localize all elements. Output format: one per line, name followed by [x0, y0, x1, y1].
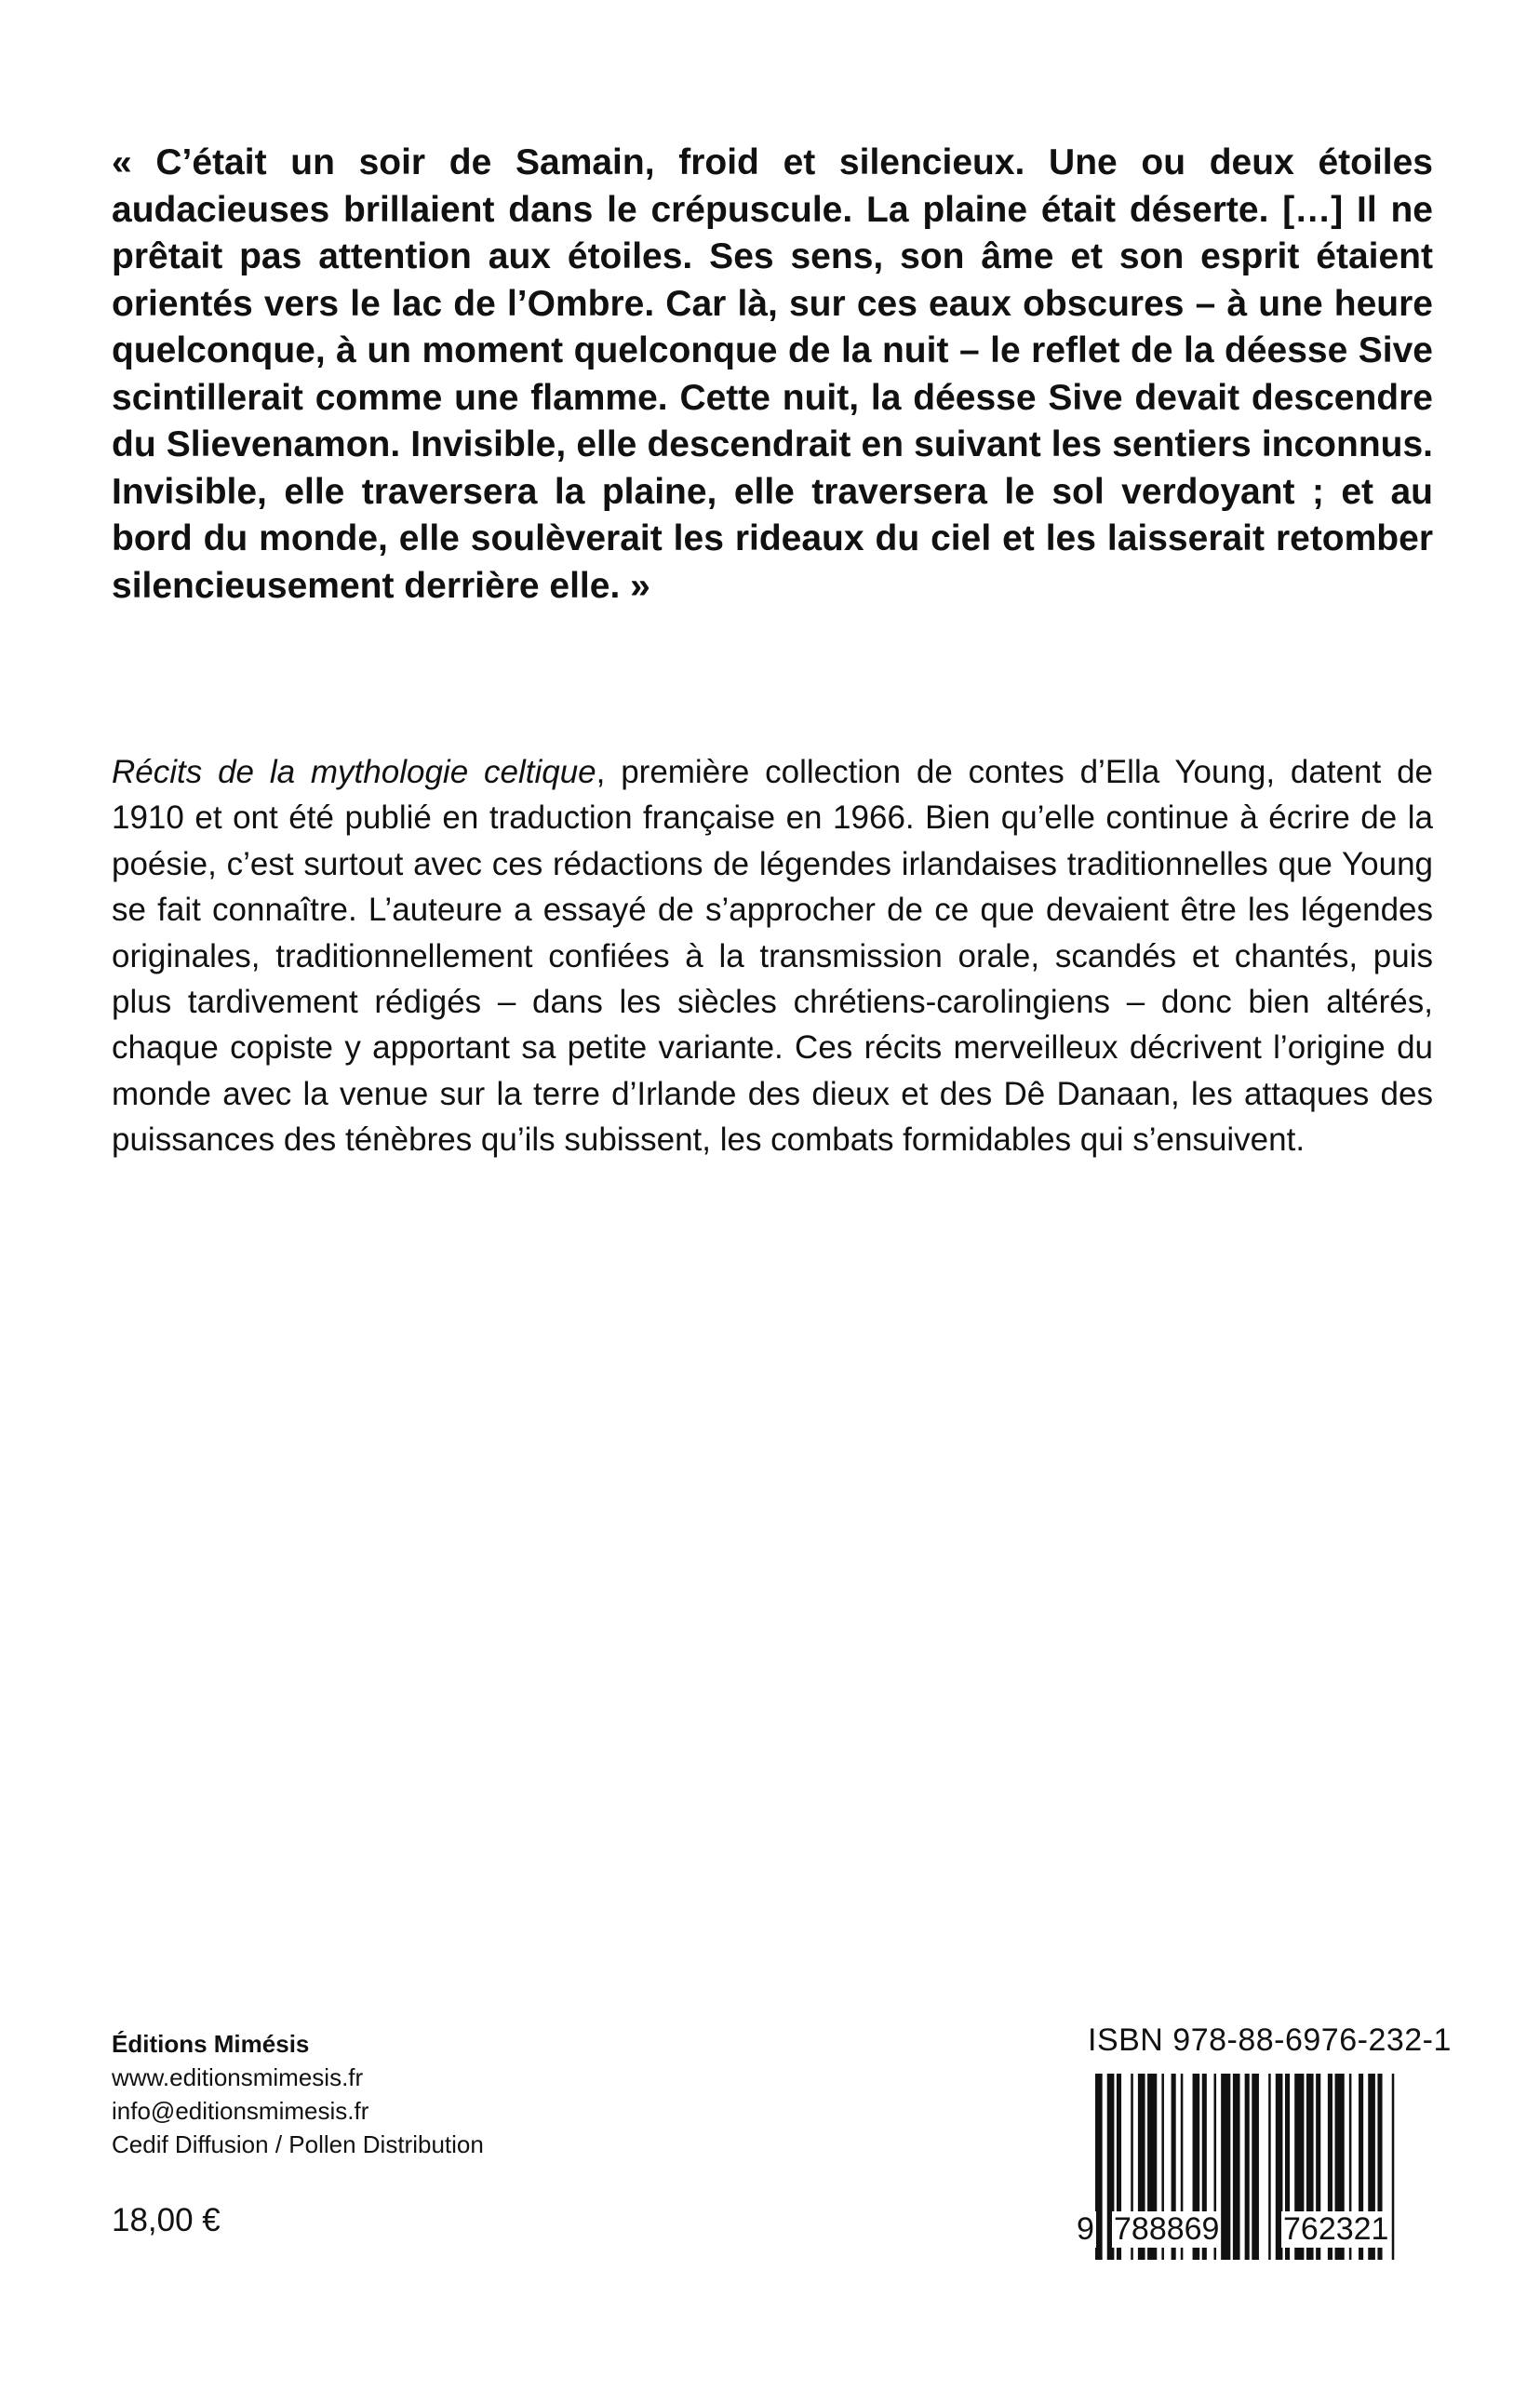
book-description [112, 749, 1433, 1163]
barcode-first-digit: 9 [1077, 2211, 1094, 2247]
barcode-left-group: 788869 [1114, 2211, 1220, 2247]
quote-text: « C’était un soir de Samain, froid et silencieux. Une ou deux étoiles audacieuses brillaient dans le crépuscule. La plaine était déserte. […] Il ne prêtait pas attention aux étoiles. Ses sens, son âme et son esprit étaient orientés vers le lac de l’Ombre. Car là, sur ces eaux obscures – à une heure quelconque, à un moment quelconque de la nuit – le reflet de la déesse Sive scintillerait comme une flamme. Cette nuit, la déesse Sive devait descendre du Slievenamon. Invisible, elle descendrait en suivant les sentiers inconnus. Invisible, elle traversera la plaine, elle traversera le sol verdoyant ; et au bord du monde, elle soulèverait les rideaux du ciel et les laisserait retomber silencieusement derrière elle. » [112, 142, 1433, 606]
publisher-email: info@editionsmimesis.fr [112, 2097, 369, 2125]
book-title: Récits de la mythologie celtique [112, 754, 596, 790]
isbn-label: ISBN 978-88-6976-232-1 [1088, 2022, 1452, 2058]
publisher-info [112, 2027, 484, 2161]
barcode-digits [1075, 2211, 1447, 2267]
description-text: , première collection de contes d’Ella Young, datent de 1910 et ont été publié en traduction française en 1966. Bien qu’elle continue à écrire de la poésie, c’est surtout avec ces rédactions de légendes irlandaises traditionnelles que Young se fait connaître. L’auteure a essayé de s’approcher de ce que devaient être les légendes originales, traditionnellement confiées à la transmission orale, scandés et chantés, puis plus tardivement rédigés – dans les siècles chrétiens-carolingiens – donc bien altérés, chaque copiste y apportant sa petite variante. Ces récits merveilleux décrivent l’origine du monde avec la venue sur la terre d’Irlande des dieux et des Dê Danaan, les attaques des puissances des ténèbres qu’ils subissent, les combats formidables qui s’ensuivent. [112, 754, 1433, 1159]
back-cover-quote [112, 140, 1433, 610]
publisher-website: www.editionsmimesis.fr [112, 2063, 364, 2091]
price-label: 18,00 € [112, 2202, 221, 2238]
publisher-distribution: Cedif Diffusion / Pollen Distribution [112, 2130, 484, 2158]
publisher-name: Éditions Mimésis [112, 2030, 310, 2058]
barcode-right-group: 762321 [1283, 2211, 1389, 2247]
